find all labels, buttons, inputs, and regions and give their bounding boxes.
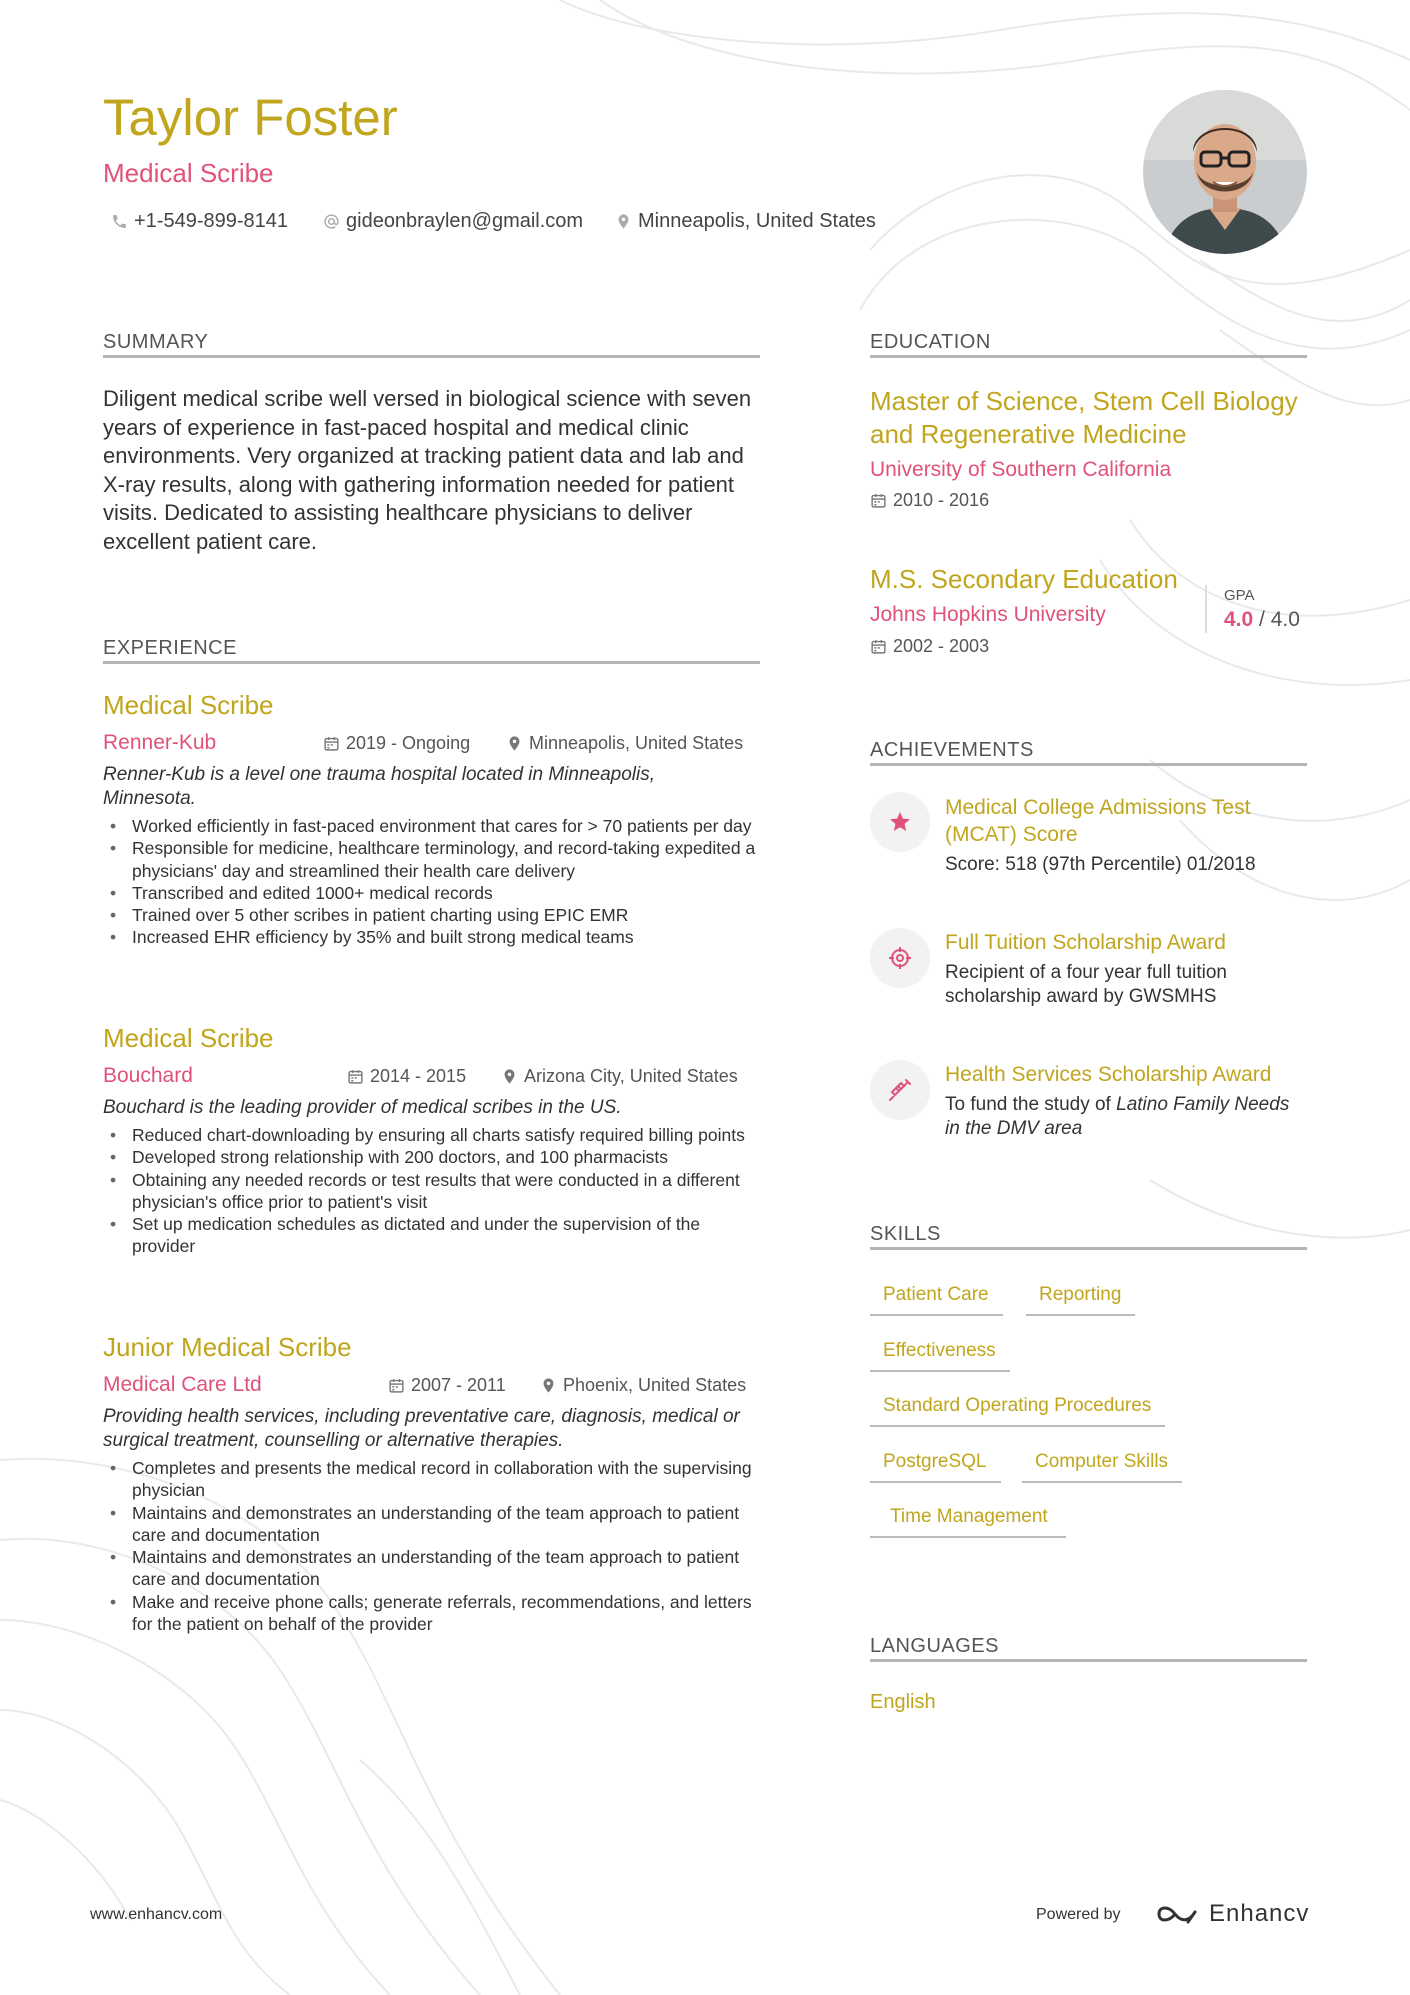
skill-tag: PostgreSQL bbox=[870, 1451, 1001, 1483]
achievement-text: Recipient of a four year full tuition scholarship award by GWSMHS bbox=[945, 962, 1227, 1007]
gpa-divider bbox=[1205, 585, 1207, 633]
star-icon bbox=[888, 810, 912, 834]
list-item: • Obtaining any needed records or test results that were conducted in a different physician's office prior to patient's visit bbox=[103, 1169, 760, 1214]
job-dates: 2007 - 2011 bbox=[388, 1375, 506, 1396]
education-divider bbox=[870, 355, 1307, 358]
summary-divider bbox=[103, 355, 760, 358]
gpa-value: 4.0 / 4.0 bbox=[1224, 608, 1300, 631]
job-bullets bbox=[103, 1124, 760, 1258]
list-item: • Reduced chart-downloading by ensuring all charts satisfy required billing points bbox=[103, 1124, 760, 1146]
education-school: Johns Hopkins University bbox=[870, 603, 1106, 626]
job-title: Junior Medical Scribe bbox=[103, 1332, 352, 1362]
education-degree: Master of Science, Stem Cell Biology and Regenerative Medicine bbox=[870, 386, 1298, 449]
list-item: • Worked efficiently in fast-paced environment that cares for > 70 patients per day bbox=[103, 815, 760, 837]
skill-tag: Reporting bbox=[1026, 1284, 1135, 1316]
skill-tag: Computer Skills bbox=[1022, 1451, 1182, 1483]
job-bullets bbox=[103, 1457, 760, 1635]
achievement-icon-badge bbox=[870, 1060, 930, 1120]
job-title: Medical Scribe bbox=[103, 690, 274, 720]
list-item: • Transcribed and edited 1000+ medical records bbox=[103, 882, 760, 904]
education-heading: EDUCATION bbox=[870, 331, 991, 353]
candidate-name: Taylor Foster bbox=[103, 89, 398, 146]
location-pin-icon bbox=[540, 1377, 557, 1394]
list-item: • Set up medication schedules as dictated and under the supervision of the provider bbox=[103, 1213, 760, 1258]
calendar-icon bbox=[388, 1377, 405, 1394]
enhancv-logo-icon bbox=[1155, 1902, 1201, 1926]
list-item: • Maintains and demonstrates an understanding of the team approach to patient care and documentation bbox=[103, 1502, 760, 1547]
phone-icon bbox=[111, 213, 128, 230]
languages-heading: LANGUAGES bbox=[870, 1635, 999, 1657]
summary-heading: SUMMARY bbox=[103, 331, 209, 353]
list-item: • Trained over 5 other scribes in patient charting using EPIC EMR bbox=[103, 904, 760, 926]
job-description: Bouchard is the leading provider of medical scribes in the US. bbox=[103, 1097, 622, 1118]
skills-divider bbox=[870, 1247, 1307, 1250]
job-description: Providing health services, including preventative care, diagnosis, medical or surgical treatment, counselling or alternative therapies. bbox=[103, 1406, 740, 1451]
footer-powered-by: Powered by bbox=[1036, 1906, 1121, 1923]
achievements-divider bbox=[870, 763, 1307, 766]
job-company: Medical Care Ltd bbox=[103, 1373, 262, 1396]
skill-tag: Patient Care bbox=[870, 1284, 1003, 1316]
contact-location bbox=[615, 210, 876, 233]
language-item: English bbox=[870, 1691, 936, 1713]
job-location: Minneapolis, United States bbox=[506, 733, 743, 754]
profile-photo bbox=[1143, 90, 1307, 254]
calendar-icon bbox=[870, 492, 887, 509]
achievement-title: Medical College Admissions Test (MCAT) Score bbox=[945, 796, 1251, 846]
skill-tag: Standard Operating Procedures bbox=[870, 1395, 1165, 1427]
at-icon bbox=[323, 213, 340, 230]
education-dates: 2002 - 2003 bbox=[870, 636, 989, 657]
languages-divider bbox=[870, 1659, 1307, 1662]
experience-divider bbox=[103, 661, 760, 664]
achievement-icon-badge bbox=[870, 792, 930, 852]
experience-heading: EXPERIENCE bbox=[103, 637, 237, 659]
job-location: Arizona City, United States bbox=[501, 1066, 738, 1087]
achievement-icon-badge bbox=[870, 928, 930, 988]
education-dates: 2010 - 2016 bbox=[870, 490, 989, 511]
calendar-icon bbox=[347, 1068, 364, 1085]
target-icon bbox=[888, 946, 912, 970]
job-location: Phoenix, United States bbox=[540, 1375, 746, 1396]
list-item: • Increased EHR efficiency by 35% and built strong medical teams bbox=[103, 926, 760, 948]
education-school: University of Southern California bbox=[870, 458, 1172, 481]
candidate-role: Medical Scribe bbox=[103, 158, 274, 188]
job-dates: 2014 - 2015 bbox=[347, 1066, 466, 1087]
contact-email[interactable] bbox=[323, 210, 583, 233]
enhancv-logo-text: Enhancv bbox=[1209, 1900, 1310, 1927]
achievement-title: Full Tuition Scholarship Award bbox=[945, 931, 1226, 954]
location-text: Minneapolis, United States bbox=[638, 210, 876, 232]
achievement-title: Health Services Scholarship Award bbox=[945, 1063, 1272, 1086]
gpa-label: GPA bbox=[1224, 587, 1255, 604]
footer-url-link[interactable]: www.enhancv.com bbox=[90, 1906, 223, 1923]
list-item: • Completes and presents the medical record in collaboration with the supervising physician bbox=[103, 1457, 760, 1502]
skills-heading: SKILLS bbox=[870, 1223, 941, 1245]
skill-tag: Effectiveness bbox=[870, 1340, 1010, 1372]
achievement-text: Score: 518 (97th Percentile) 01/2018 bbox=[945, 854, 1256, 875]
list-item: • Responsible for medicine, healthcare terminology, and record-taking expedited a physicians' day and streamlined their health care delivery bbox=[103, 837, 760, 882]
syringe-icon bbox=[888, 1078, 912, 1102]
list-item: • Developed strong relationship with 200 doctors, and 100 pharmacists bbox=[103, 1146, 760, 1168]
calendar-icon bbox=[870, 638, 887, 655]
calendar-icon bbox=[323, 735, 340, 752]
location-pin-icon bbox=[506, 735, 523, 752]
job-bullets bbox=[103, 815, 760, 949]
location-pin-icon bbox=[501, 1068, 518, 1085]
achievement-text: To fund the study of Latino Family Needs in the DMV area bbox=[945, 1094, 1290, 1139]
skill-tag: Time Management bbox=[870, 1506, 1066, 1538]
enhancv-logo[interactable] bbox=[1155, 1900, 1309, 1928]
job-title: Medical Scribe bbox=[103, 1023, 274, 1053]
location-pin-icon bbox=[615, 213, 632, 230]
achievements-heading: ACHIEVEMENTS bbox=[870, 739, 1034, 761]
phone-text: +1-549-899-8141 bbox=[134, 210, 289, 232]
education-degree: M.S. Secondary Education bbox=[870, 564, 1178, 594]
job-company: Renner-Kub bbox=[103, 731, 217, 754]
list-item: • Make and receive phone calls; generate referrals, recommendations, and letters for the patient on behalf of the provider bbox=[103, 1591, 760, 1636]
job-dates: 2019 - Ongoing bbox=[323, 733, 470, 754]
contact-phone[interactable] bbox=[111, 210, 288, 233]
summary-text: Diligent medical scribe well versed in biological science with seven years of experience in fast-paced hospital and medical clinic environments. Very organized at tracking patient data and lab and X-ray results, along with gathering information needed for patient visits. Dedicated to assisting healthcare physicians to deliver excellent patient care. bbox=[103, 386, 752, 554]
email-text: gideonbraylen@gmail.com bbox=[346, 210, 584, 232]
job-company: Bouchard bbox=[103, 1064, 193, 1087]
list-item: • Maintains and demonstrates an understanding of the team approach to patient care and documentation bbox=[103, 1546, 760, 1591]
job-description: Renner-Kub is a level one trauma hospital located in Minneapolis, Minnesota. bbox=[103, 764, 656, 809]
